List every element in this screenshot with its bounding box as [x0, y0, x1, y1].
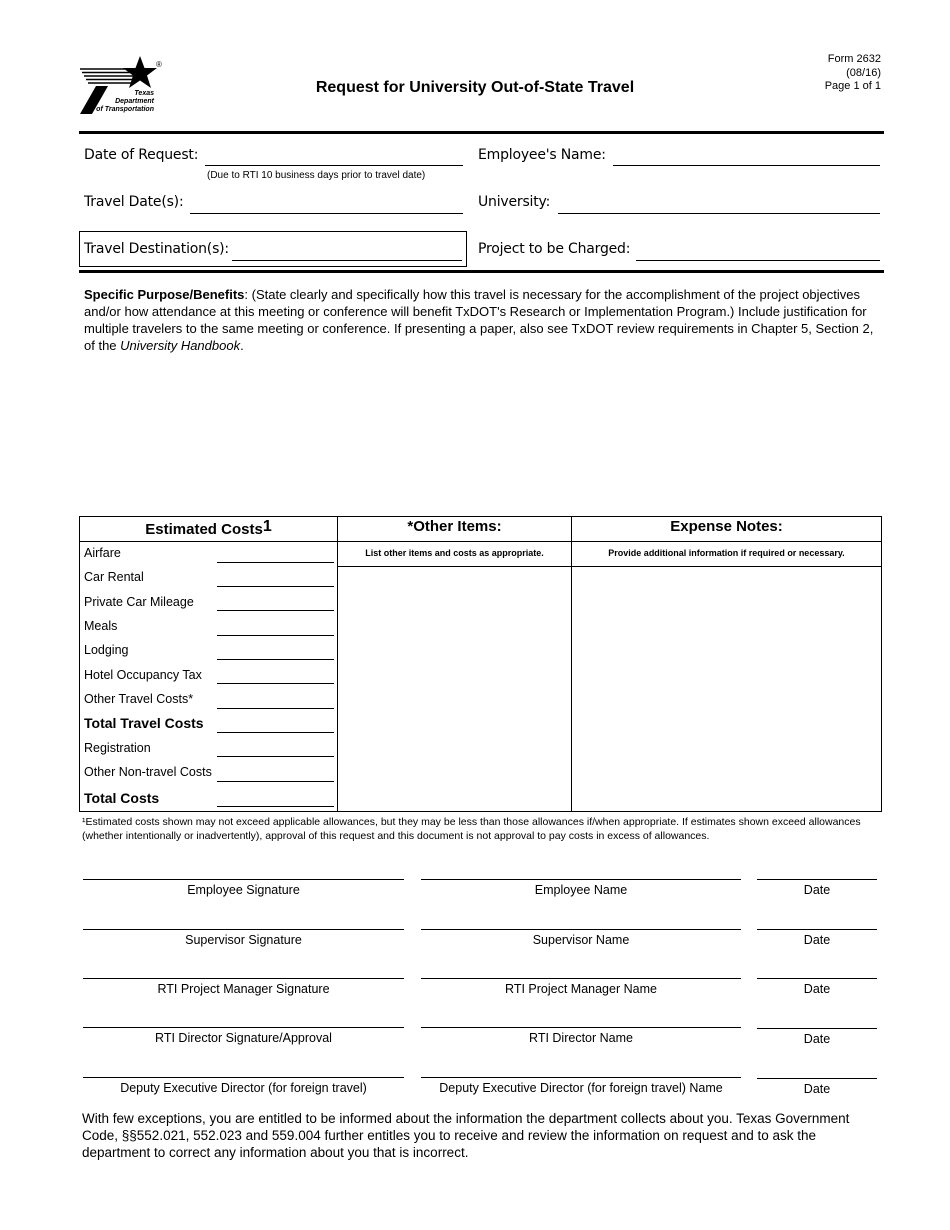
supervisor-date-label: Date [803, 933, 831, 947]
employee-signature-label: Employee Signature [187, 883, 300, 897]
form-revision: (08/16) [846, 66, 881, 79]
fields-rule [79, 270, 884, 273]
cost-label-total-costs: Total Costs [84, 790, 160, 806]
cost-field-other-travel-costs[interactable] [217, 708, 334, 709]
date-of-request-field[interactable] [205, 165, 463, 166]
rti-pm-name-line[interactable] [421, 978, 741, 979]
cost-label-total-travel-costs: Total Travel Costs [84, 715, 204, 731]
cost-label-hotel-occupancy-tax: Hotel Occupancy Tax [84, 668, 202, 682]
cost-label-other-travel-costs: Other Travel Costs* [84, 692, 194, 706]
rti-pm-signature-line[interactable] [83, 978, 404, 979]
logo-text: Texas Department of Transportation [96, 90, 154, 113]
cost-field-total-travel-costs[interactable] [217, 732, 334, 733]
expense-notes-heading: Expense Notes: [670, 518, 783, 535]
form-info [780, 53, 881, 94]
travel-destination-field[interactable] [232, 260, 462, 261]
cost-label-car-rental: Car Rental [84, 570, 144, 584]
cost-field-registration[interactable] [217, 756, 334, 757]
expense-notes-instructions: Provide additional information if required or necessary. [608, 548, 845, 558]
cost-label-other-non-travel-costs: Other Non-travel Costs [84, 765, 212, 779]
supervisor-date-line[interactable] [757, 929, 877, 930]
employee-name-line[interactable] [421, 879, 741, 880]
purpose-instructions: Specific Purpose/Benefits: (State clearly and specifically how this travel is necessary for the accomplishment of the project objectives and/or how attendance at this meeting or conference will benefit TxDOT's Research or Implementation Program.) Include justification for multiple travelers to the same meeting or conference. If presenting a paper, also see TxDOT review requirements in Chapter 5, Section 2, of the University Handbook. [84, 287, 874, 353]
travel-dates-field[interactable] [190, 213, 463, 214]
rti-pm-signature-label: RTI Project Manager Signature [157, 982, 330, 996]
date-note: (Due to RTI 10 business days prior to travel date) [207, 170, 426, 181]
supervisor-signature-label: Supervisor Signature [185, 933, 302, 947]
employee-name-field[interactable] [613, 165, 880, 166]
table-divider [79, 541, 337, 542]
rti-pm-date-label: Date [803, 982, 831, 996]
cost-field-total-costs[interactable] [217, 806, 334, 807]
employee-name-label: Employee's Name: [478, 147, 606, 163]
estimated-costs-footnote: ¹Estimated costs shown may not exceed applicable allowances, but they may be less than those allowances if/when appropriate. If estimates shown exceed allowances (whether intentionally or inadvertently), approval of this request and this document is not approval to pay costs in excess of allowances. [82, 816, 861, 842]
handbook-ref: University Handbook [120, 338, 241, 353]
cost-field-car-rental[interactable] [217, 586, 334, 587]
employee-signature-line[interactable] [83, 879, 404, 880]
cost-label-private-car-mileage: Private Car Mileage [84, 595, 194, 609]
rti-director-date-label: Date [803, 1032, 831, 1046]
cost-field-lodging[interactable] [217, 659, 334, 660]
cost-field-other-non-travel-costs[interactable] [217, 781, 334, 782]
cost-label-lodging: Lodging [84, 643, 129, 657]
rti-director-signature-label: RTI Director Signature/Approval [155, 1031, 332, 1045]
deputy-director-signature-label: Deputy Executive Director (for foreign travel) [120, 1081, 367, 1095]
purpose-heading: Specific Purpose/Benefits [84, 287, 245, 302]
form-number: Form 2632 [827, 53, 881, 65]
registered-mark: ® [156, 60, 162, 69]
travel-dates-label: Travel Date(s): [84, 194, 184, 210]
university-label: University: [478, 194, 551, 210]
university-field[interactable] [558, 213, 880, 214]
employee-name-sig-label: Employee Name [534, 883, 628, 897]
cost-label-airfare: Airfare [84, 546, 121, 560]
cost-field-airfare[interactable] [217, 562, 334, 563]
cost-field-meals[interactable] [217, 635, 334, 636]
other-items-heading: *Other Items: [407, 518, 502, 535]
other-items-instructions: List other items and costs as appropriate. [365, 548, 544, 558]
rti-pm-date-line[interactable] [757, 978, 877, 979]
expense-notes-area[interactable] [572, 567, 881, 811]
project-charged-field[interactable] [636, 260, 880, 261]
rti-pm-name-label: RTI Project Manager Name [505, 982, 657, 996]
estimated-costs-heading: Estimated Costs$^1$ [145, 518, 272, 538]
supervisor-name-line[interactable] [421, 929, 741, 930]
table-divider [337, 541, 882, 542]
cost-field-hotel-occupancy-tax[interactable] [217, 683, 334, 684]
date-of-request-label: Date of Request: [84, 147, 199, 163]
deputy-director-name-label: Deputy Executive Director (for foreign travel) Name [439, 1081, 723, 1095]
deputy-director-date-label: Date [803, 1082, 831, 1096]
deputy-director-name-line[interactable] [421, 1077, 741, 1078]
supervisor-signature-line[interactable] [83, 929, 404, 930]
deputy-director-date-line[interactable] [757, 1078, 877, 1079]
employee-date-label: Date [803, 883, 831, 897]
project-charged-label: Project to be Charged: [478, 241, 631, 257]
rti-director-date-line[interactable] [757, 1028, 877, 1029]
cost-label-meals: Meals [84, 619, 118, 633]
rti-director-name-label: RTI Director Name [529, 1031, 633, 1045]
cost-label-registration: Registration [84, 741, 151, 755]
supervisor-name-label: Supervisor Name [532, 933, 630, 947]
purpose-text-area[interactable] [84, 360, 880, 505]
rti-director-signature-line[interactable] [83, 1027, 404, 1028]
deputy-director-signature-line[interactable] [83, 1077, 404, 1078]
employee-date-line[interactable] [757, 879, 877, 880]
rti-director-name-line[interactable] [421, 1027, 741, 1028]
page-number: Page 1 of 1 [824, 80, 881, 92]
header-rule [79, 131, 884, 134]
privacy-notice: With few exceptions, you are entitled to be informed about the information the department collects about you. Texas Government Code, §§552.021, 552.023 and 559.004 further entitles you to receive and review the information on request and to ask the department to correct any information about you that is incorrect. [82, 1111, 850, 1160]
form-title: Request for University Out-of-State Travel [315, 79, 635, 96]
travel-destination-label: Travel Destination(s): [84, 241, 229, 257]
cost-field-private-car-mileage[interactable] [217, 610, 334, 611]
other-items-area[interactable] [338, 567, 571, 811]
